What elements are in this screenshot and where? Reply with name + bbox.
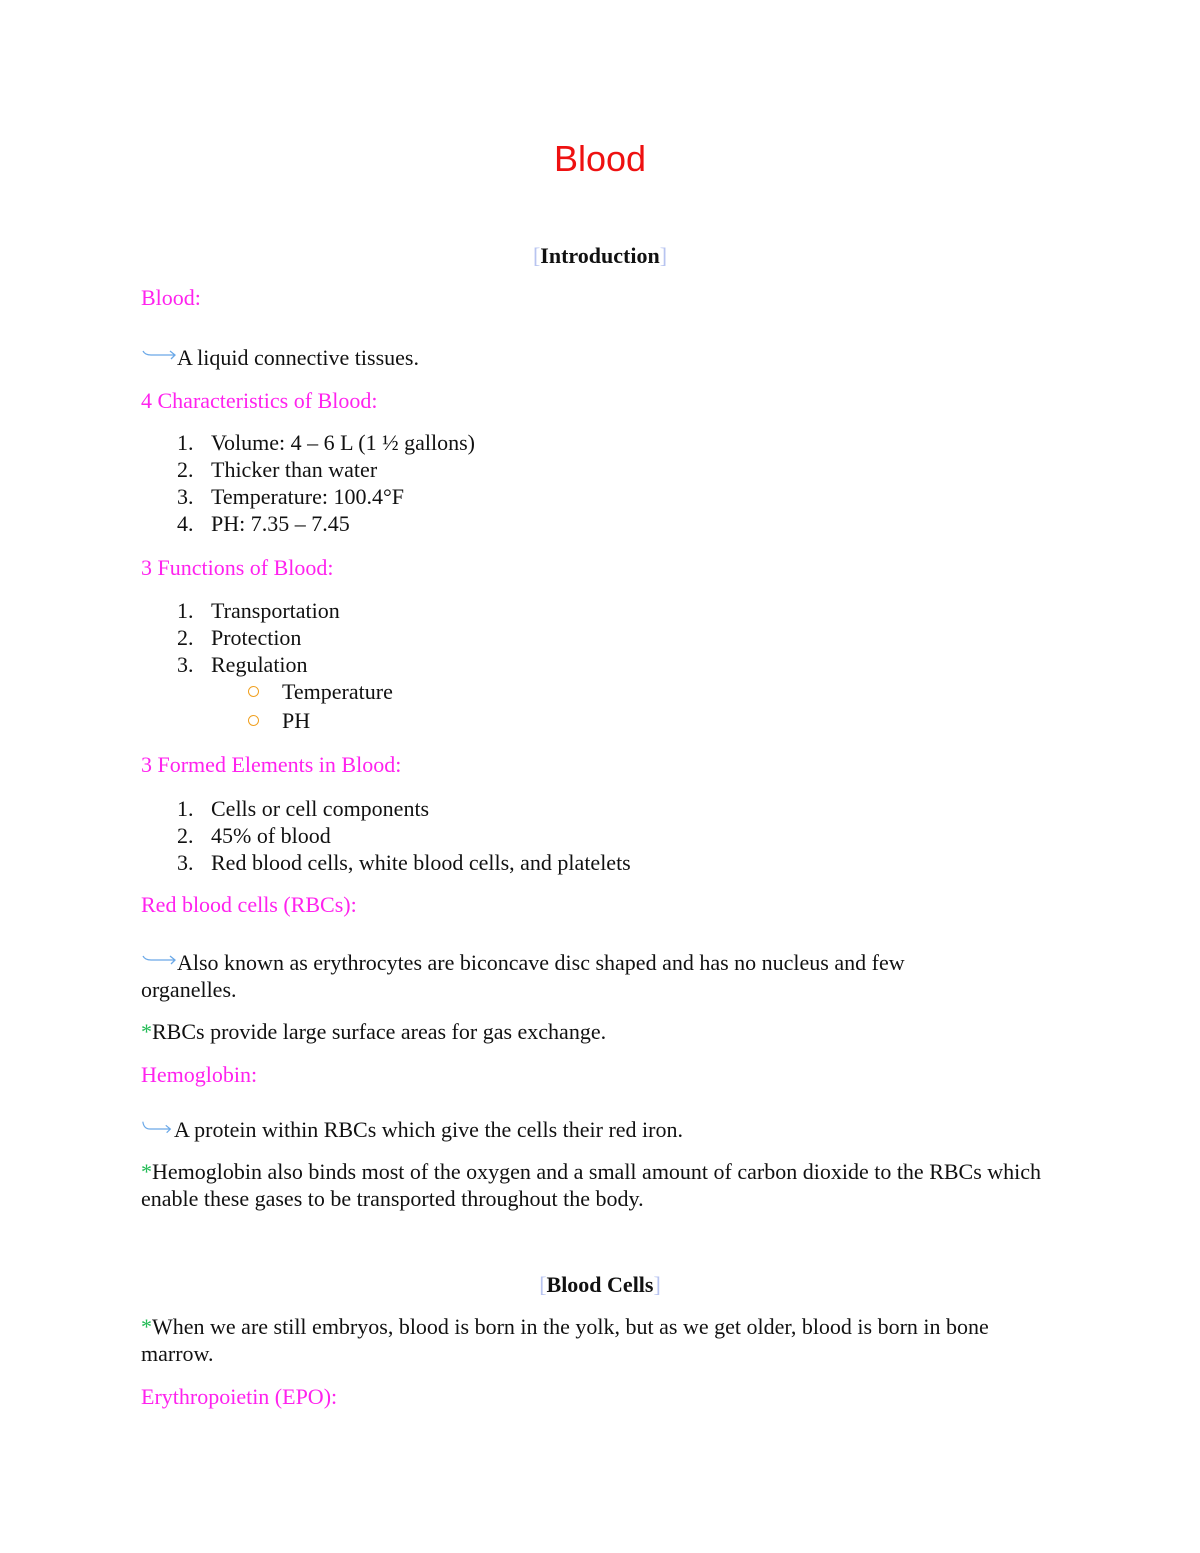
asterisk: * — [141, 1314, 152, 1339]
list-item: 2. Thicker than water — [177, 457, 378, 482]
rbc-definition — [141, 949, 971, 1003]
list-item: 3. Red blood cells, white blood cells, and platelets — [177, 850, 631, 875]
heading-hemoglobin: Hemoglobin: — [141, 1062, 258, 1087]
blood-cells-note — [141, 1313, 1061, 1367]
heading-formed-elements: 3 Formed Elements in Blood: — [141, 752, 402, 777]
heading-functions: 3 Functions of Blood: — [141, 555, 334, 580]
hemoglobin-definition — [141, 1116, 1061, 1143]
sub-list-item: PH — [141, 707, 1061, 736]
list-item: 4. PH: 7.35 – 7.45 — [177, 511, 350, 536]
section-title: Blood Cells — [546, 1272, 654, 1297]
heading-blood: Blood: — [141, 285, 201, 310]
list-item: 3. Regulation — [177, 652, 308, 677]
arrow-icon — [141, 347, 177, 367]
asterisk: * — [141, 1019, 152, 1044]
characteristics-list — [141, 429, 1061, 537]
note-text: Hemoglobin also binds most of the oxygen and a small amount of carbon dioxide to the RBCs which enable these gases to be transported throughout the body. — [141, 1159, 1042, 1211]
heading-rbc: Red blood cells (RBCs): — [141, 892, 357, 917]
definition-text: A protein within RBCs which give the cells their red iron. — [174, 1117, 683, 1142]
definition-text: Also known as erythrocytes are biconcave disc shaped and has no nucleus and few organelles. — [141, 950, 905, 1002]
list-item: 1. Cells or cell components — [177, 796, 430, 821]
blood-definition — [141, 344, 1061, 371]
note-text: When we are still embryos, blood is born in the yolk, but as we get older, blood is born in bone marrow. — [141, 1314, 989, 1366]
bracket: [ — [539, 1272, 547, 1297]
bracket: ] — [653, 1272, 661, 1297]
heading-characteristics: 4 Characteristics of Blood: — [141, 388, 378, 413]
circle-bullet-icon — [248, 686, 259, 697]
section-title: Introduction — [540, 243, 660, 268]
circle-bullet-icon — [248, 715, 259, 726]
definition-text: A liquid connective tissues. — [177, 345, 419, 370]
bracket: [ — [532, 243, 541, 268]
note-text: RBCs provide large surface areas for gas exchange. — [152, 1019, 607, 1044]
list-item: 1. Volume: 4 – 6 L (1 ½ gallons) — [177, 430, 475, 455]
section-heading-introduction — [0, 242, 1200, 269]
arrow-icon — [141, 1119, 174, 1139]
bracket: ] — [659, 243, 668, 268]
hemoglobin-note — [141, 1158, 1061, 1212]
list-item: 3. Temperature: 100.4°F — [177, 484, 404, 509]
asterisk: * — [141, 1159, 152, 1184]
sub-list-item: Temperature — [141, 678, 1061, 707]
section-heading-blood-cells — [0, 1271, 1200, 1298]
formed-list — [141, 795, 1061, 876]
document-title: Blood — [553, 138, 647, 179]
arrow-icon — [141, 952, 177, 972]
rbc-note — [141, 1018, 1061, 1045]
list-item: 2. Protection — [177, 625, 302, 650]
list-item: 2. 45% of blood — [177, 823, 331, 848]
functions-list — [141, 597, 1061, 736]
list-item: 1. Transportation — [177, 598, 340, 623]
heading-epo: Erythropoietin (EPO): — [141, 1384, 338, 1409]
